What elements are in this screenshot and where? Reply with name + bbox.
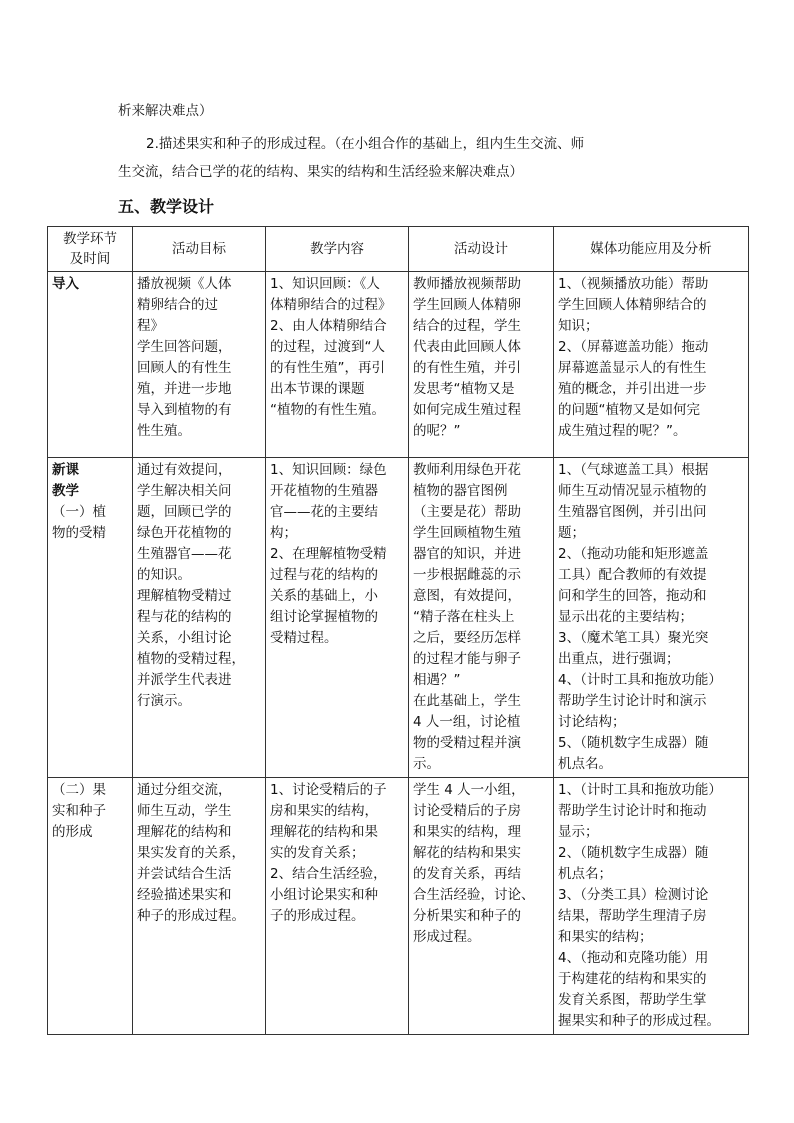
- media-cell-line: 4、（拖动和克隆功能）用: [558, 950, 709, 966]
- media-cell-line: 学生回顾人体精卵结合的: [558, 297, 707, 313]
- design-cell-line: 相遇？”: [413, 672, 461, 688]
- media-cell-line: 的问题“植物又是如何完: [558, 402, 700, 418]
- media-cell: [554, 458, 749, 778]
- section-heading: 五、教学设计: [118, 197, 215, 216]
- media-cell-line: 生殖器官图例，并引出问: [558, 504, 707, 520]
- table-row: [48, 458, 749, 778]
- goal-cell-line: 回顾人的有性生: [137, 360, 232, 376]
- media-cell-line: 成生殖过程的呢？”。: [558, 423, 687, 439]
- stage-cell-line: （一）植: [52, 504, 106, 520]
- content-cell-line: 理解花的结构和果: [270, 824, 378, 840]
- media-cell-line: 和果实的结构；: [558, 929, 653, 945]
- header-media-analysis: [554, 227, 749, 272]
- goal-cell-line: 播放视频《人体: [137, 276, 232, 292]
- goal-cell-line: 通过有效提问，: [137, 462, 232, 478]
- stage-cell-line: 物的受精: [52, 525, 106, 541]
- stage-cell-line: 的形成: [52, 824, 93, 840]
- design-cell-line: 学生回顾植物生殖: [413, 525, 521, 541]
- content-cell-line: “植物的有性生殖。: [270, 402, 385, 418]
- goal-cell-line: 师生互动，学生: [137, 803, 232, 819]
- goal-cell-line: 题，回顾已学的: [137, 504, 232, 520]
- design-cell-line: 结合的过程，学生: [413, 318, 521, 334]
- design-cell-line: 的发育关系，再结: [413, 866, 521, 882]
- content-cell-line: 出本节课的课题: [270, 381, 365, 397]
- goal-cell-line: 果实发育的关系，: [137, 845, 245, 861]
- goal-cell-line: 并尝试结合生活: [137, 866, 232, 882]
- goal-cell-line: 绿色开花植物的: [137, 525, 232, 541]
- table-row: [48, 272, 749, 458]
- design-cell-line: 物的受精过程并演: [413, 735, 521, 751]
- header-activity-design-line: 活动设计: [454, 241, 508, 257]
- goal-cell: [133, 458, 266, 778]
- header-activity-goal: [133, 227, 266, 272]
- design-cell-line: （主要是花）帮助: [413, 504, 521, 520]
- design-cell-line: 的呢？”: [413, 423, 461, 439]
- content-cell-line: 官——花的主要结: [270, 504, 378, 520]
- intro-line-3: 生交流，结合已学的花的结构、果实的结构和生活经验来解决难点）: [118, 164, 523, 180]
- design-cell-line: 如何完成生殖过程: [413, 402, 521, 418]
- goal-cell-line: 理解植物受精过: [137, 588, 232, 604]
- design-cell: [409, 272, 554, 458]
- design-cell-line: 合生活经验，讨论、: [413, 887, 535, 903]
- goal-cell-line: 生殖器官——花: [137, 546, 232, 562]
- media-cell-line: 屏幕遮盖显示人的有性生: [558, 360, 707, 376]
- content-cell-line: 体精卵结合的过程》: [270, 297, 392, 313]
- media-cell-line: 结果，帮助学生理清子房: [558, 908, 707, 924]
- design-cell-line: 和果实的结构，理: [413, 824, 521, 840]
- content-cell-line: 的有性生殖”，再引: [270, 360, 385, 376]
- content-cell-line: 开花植物的生殖器: [270, 483, 378, 499]
- content-cell-line: 1、知识回顾：《人: [270, 276, 380, 292]
- media-cell-line: 讨论结构；: [558, 714, 626, 730]
- media-cell-line: 工具）配合教师的有效提: [558, 567, 707, 583]
- media-cell-line: 帮助学生讨论计时和拖动: [558, 803, 707, 819]
- media-cell-line: 出重点，进行强调；: [558, 651, 680, 667]
- goal-cell-line: 的知识。: [137, 567, 191, 583]
- content-cell-line: 的过程，过渡到“人: [270, 339, 385, 355]
- design-cell-line: 器官的知识，并进: [413, 546, 521, 562]
- design-cell-line: 的过程才能与卵子: [413, 651, 521, 667]
- design-cell: [409, 458, 554, 778]
- goal-cell-line: 性生殖。: [137, 423, 191, 439]
- goal-cell-line: 种子的形成过程。: [137, 908, 245, 924]
- header-stage-time: [48, 227, 133, 272]
- content-cell-line: 2、结合生活经验，: [270, 866, 387, 882]
- media-cell-line: 握果实和种子的形成过程。: [558, 1013, 720, 1029]
- design-cell-line: “精子落在柱头上: [413, 609, 515, 625]
- goal-cell-line: 关系，小组讨论: [137, 630, 232, 646]
- content-cell-line: 2、在理解植物受精: [270, 546, 387, 562]
- goal-cell-line: 经验描述果实和: [137, 887, 232, 903]
- design-cell-line: 分析果实和种子的: [413, 908, 521, 924]
- media-cell-line: 题；: [558, 525, 585, 541]
- content-cell-line: 子的形成过程。: [270, 908, 365, 924]
- goal-cell-line: 学生解决相关问: [137, 483, 232, 499]
- stage-cell-line: 实和种子: [52, 803, 106, 819]
- goal-cell-line: 植物的受精过程，: [137, 651, 245, 667]
- stage-cell-line: 新课: [52, 462, 79, 478]
- media-cell-line: 帮助学生讨论计时和演示: [558, 693, 707, 709]
- stage-cell: [48, 458, 133, 778]
- goal-cell-line: 殖，并进一步地: [137, 381, 232, 397]
- content-cell-line: 实的发育关系；: [270, 845, 365, 861]
- stage-cell-line: （二）果: [52, 782, 106, 798]
- media-cell-line: 3、（魔术笔工具）聚光突: [558, 630, 709, 646]
- design-cell-line: 发思考“植物又是: [413, 381, 515, 397]
- goal-cell-line: 行演示。: [137, 693, 191, 709]
- design-cell-line: 意图，有效提问，: [413, 588, 521, 604]
- content-cell-line: 1、知识回顾：绿色: [270, 462, 387, 478]
- design-cell-line: 形成过程。: [413, 929, 481, 945]
- design-cell-line: 代表由此回顾人体: [413, 339, 521, 355]
- content-cell-line: 构；: [270, 525, 297, 541]
- media-cell: [554, 778, 749, 1035]
- goal-cell-line: 学生回答问题，: [137, 339, 232, 355]
- stage-cell-line: 教学: [52, 483, 79, 499]
- content-cell-line: 1、讨论受精后的子: [270, 782, 387, 798]
- content-cell-line: 受精过程。: [270, 630, 338, 646]
- goal-cell-line: 并派学生代表进: [137, 672, 232, 688]
- content-cell-line: 关系的基础上，小: [270, 588, 378, 604]
- goal-cell-line: 通过分组交流，: [137, 782, 232, 798]
- header-stage-time-line: 及时间: [69, 251, 111, 267]
- design-cell: [409, 778, 554, 1035]
- goal-cell-line: 精卵结合的过: [137, 297, 218, 313]
- media-cell-line: 于构建花的结构和果实的: [558, 971, 707, 987]
- goal-cell-line: 程与花的结构的: [137, 609, 232, 625]
- header-activity-design: [409, 227, 554, 272]
- media-cell-line: 机点名；: [558, 866, 612, 882]
- content-cell-line: 组讨论掌握植物的: [270, 609, 378, 625]
- content-cell: [266, 272, 409, 458]
- goal-cell-line: 导入到植物的有: [137, 402, 232, 418]
- intro-line-2: 2.描述果实和种子的形成过程。（在小组合作的基础上，组内生生交流、师: [146, 136, 585, 152]
- media-cell-line: 知识；: [558, 318, 599, 334]
- intro-line-1: 析来解决难点）: [118, 103, 213, 119]
- design-cell-line: 一步根据雌蕊的示: [413, 567, 521, 583]
- content-cell-line: 小组讨论果实和种: [270, 887, 378, 903]
- table-row: [48, 778, 749, 1035]
- design-cell-line: 教师利用绿色开花: [413, 462, 521, 478]
- header-stage-time-line: 教学环节: [63, 231, 117, 247]
- goal-cell-line: 程》: [137, 318, 164, 334]
- media-cell-line: 1、（视频播放功能）帮助: [558, 276, 709, 292]
- stage-cell: [48, 778, 133, 1035]
- media-cell-line: 2、（拖动功能和矩形遮盖: [558, 546, 709, 562]
- content-cell: [266, 458, 409, 778]
- stage-cell: [48, 272, 133, 458]
- media-cell-line: 2、（屏幕遮盖功能）拖动: [558, 339, 709, 355]
- header-media-analysis-line: 媒体功能应用及分析: [590, 241, 712, 257]
- table-header-row: [48, 227, 749, 272]
- design-cell-line: 4 人一组，讨论植: [413, 714, 521, 730]
- design-cell-line: 教师播放视频帮助: [413, 276, 521, 292]
- teaching-design-table: [47, 226, 749, 1035]
- design-cell-line: 之后，要经历怎样: [413, 630, 521, 646]
- design-cell-line: 植物的器官图例: [413, 483, 508, 499]
- design-cell-line: 学生回顾人体精卵: [413, 297, 521, 313]
- media-cell-line: 问和学生的回答，拖动和: [558, 588, 707, 604]
- content-cell: [266, 778, 409, 1035]
- header-teaching-content: [266, 227, 409, 272]
- media-cell-line: 5、（随机数字生成器）随: [558, 735, 709, 751]
- media-cell-line: 机点名。: [558, 756, 612, 772]
- media-cell-line: 殖的概念，并引出进一步: [558, 381, 707, 397]
- content-cell-line: 过程与花的结构的: [270, 567, 378, 583]
- media-cell-line: 1、（计时工具和拖放功能）: [558, 782, 722, 798]
- media-cell-line: 显示出花的主要结构；: [558, 609, 693, 625]
- design-cell-line: 解花的结构和果实: [413, 845, 521, 861]
- media-cell: [554, 272, 749, 458]
- header-activity-goal-line: 活动目标: [172, 241, 226, 257]
- design-cell-line: 讨论受精后的子房: [413, 803, 521, 819]
- media-cell-line: 发育关系图，帮助学生掌: [558, 992, 707, 1008]
- media-cell-line: 1、（气球遮盖工具）根据: [558, 462, 709, 478]
- media-cell-line: 2、（随机数字生成器）随: [558, 845, 709, 861]
- media-cell-line: 显示；: [558, 824, 599, 840]
- goal-cell-line: 理解花的结构和: [137, 824, 232, 840]
- header-teaching-content-line: 教学内容: [310, 241, 364, 257]
- media-cell-line: 3、（分类工具）检测讨论: [558, 887, 709, 903]
- design-cell-line: 学生 4 人一小组，: [413, 782, 525, 798]
- design-cell-line: 的有性生殖，并引: [413, 360, 521, 376]
- stage-cell-line: 导入: [52, 276, 79, 292]
- goal-cell: [133, 272, 266, 458]
- design-cell-line: 示。: [413, 756, 440, 772]
- goal-cell: [133, 778, 266, 1035]
- design-cell-line: 在此基础上，学生: [413, 693, 521, 709]
- content-cell-line: 2、由人体精卵结合: [270, 318, 387, 334]
- media-cell-line: 师生互动情况显示植物的: [558, 483, 707, 499]
- content-cell-line: 房和果实的结构，: [270, 803, 378, 819]
- media-cell-line: 4、（计时工具和拖放功能）: [558, 672, 722, 688]
